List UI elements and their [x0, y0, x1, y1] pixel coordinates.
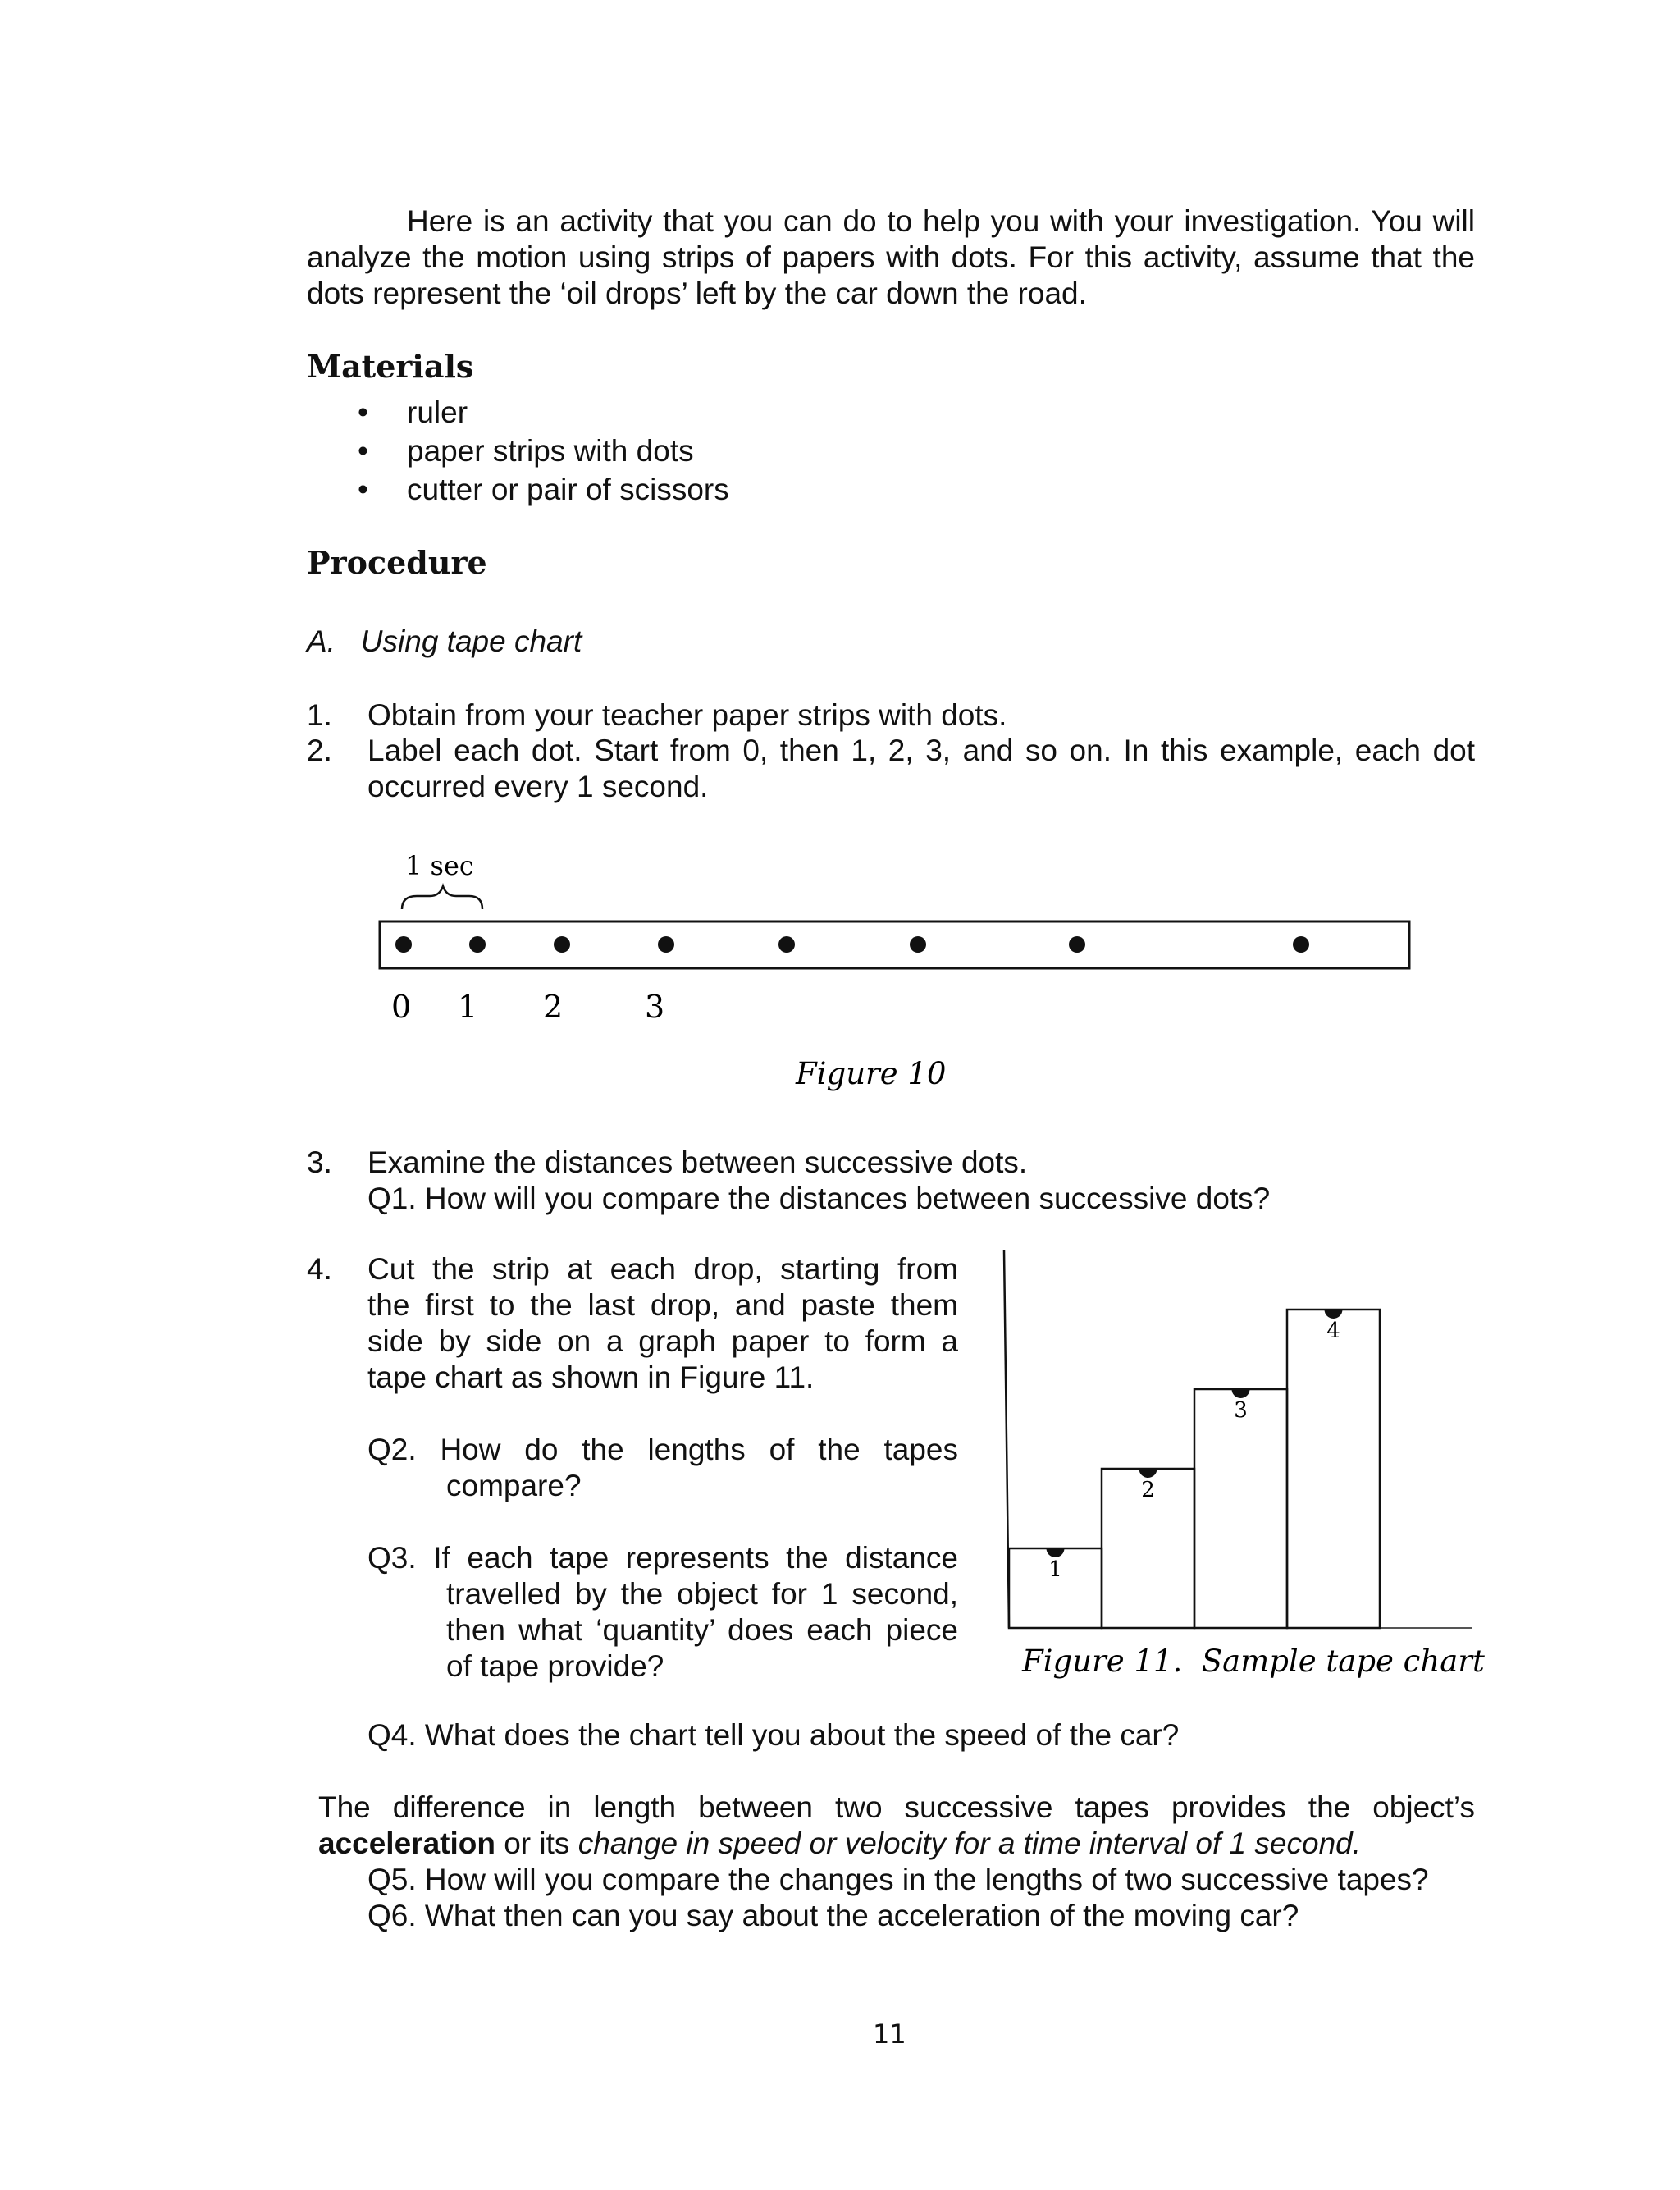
tape-label: 4	[1326, 1319, 1340, 1343]
conclusion-line-1: The difference in length between two successive tapes provides the object’s	[318, 1790, 1475, 1824]
step-text: Obtain from your teacher paper strips with dots.	[368, 698, 1007, 732]
step-number: 4.	[307, 1252, 332, 1286]
figure-11-tape-chart	[1001, 1247, 1493, 1690]
intro-line-2: analyze the motion using strips of papers with dots. For this activity, assume that the	[307, 240, 1475, 274]
strip-dot	[658, 936, 674, 953]
procedure-step-2	[307, 733, 1475, 805]
strip-dot	[778, 936, 795, 953]
step-number: 3.	[307, 1145, 332, 1179]
step-4-line-1: Cut the strip at each drop, starting from	[368, 1252, 958, 1286]
materials-item-ruler	[358, 394, 468, 432]
figure-10-label-0: 0	[391, 989, 412, 1025]
section-a-title: A. Using tape chart	[307, 624, 582, 658]
tape-label: 3	[1234, 1398, 1248, 1423]
conclusion-connector: or its	[495, 1827, 578, 1860]
tape-bar-3	[1194, 1389, 1287, 1628]
question-q3-line-4: of tape provide?	[446, 1649, 664, 1683]
bullet-icon: •	[358, 395, 368, 429]
tape-label: 2	[1141, 1478, 1155, 1502]
figure-10-label-3: 3	[645, 989, 665, 1025]
figure-10-diagram	[361, 845, 1427, 1108]
page-number: 11	[873, 2019, 906, 2050]
procedure-heading: Procedure	[307, 544, 487, 581]
bullet-icon: •	[358, 434, 368, 468]
step-4-line-2: the first to the last drop, and paste them	[368, 1288, 958, 1322]
strip-dot	[554, 936, 570, 953]
intro-line-3: dots represent the ‘oil drops’ left by the car down the road.	[307, 277, 1087, 310]
step-text-line-1: Label each dot. Start from 0, then 1, 2, 3, and so on. In this example, each dot	[368, 734, 1475, 767]
materials-item-paper-strips	[358, 432, 694, 470]
question-q2-line-2: compare?	[446, 1469, 582, 1502]
figure-11-caption: Figure 11. Sample tape chart	[1022, 1644, 1485, 1679]
tape-label: 1	[1048, 1557, 1062, 1582]
strip-dot	[1293, 936, 1309, 953]
procedure-step-4	[307, 1251, 958, 1685]
paper-strip	[380, 921, 1409, 968]
intro-line-1: Here is an activity that you can do to help you with your investigation. You will	[407, 204, 1475, 238]
strip-dot	[469, 936, 486, 953]
figure-10-label-1: 1	[458, 989, 478, 1025]
figure-10-caption: Figure 10	[796, 1056, 947, 1091]
procedure-step-3	[307, 1145, 1271, 1217]
conclusion-line-2	[318, 1826, 1475, 1862]
step-number: 1.	[307, 698, 332, 732]
step-number: 2.	[307, 734, 332, 767]
step-4-line-3: side by side on a graph paper to form a	[368, 1324, 958, 1358]
question-q2-line-1: Q2. How do the lengths of the tapes	[368, 1433, 958, 1466]
figure-10-label-2: 2	[543, 989, 564, 1025]
tape-bar-4	[1287, 1310, 1380, 1628]
oil-drop-mark	[1325, 1310, 1343, 1319]
step-4-line-4: tape chart as shown in Figure 11.	[368, 1360, 815, 1394]
oil-drop-mark	[1232, 1389, 1250, 1398]
bullet-icon: •	[358, 473, 368, 506]
strip-dots	[395, 936, 1309, 953]
question-q5: Q5. How will you compare the changes in the lengths of two successive tapes?	[368, 1863, 1429, 1896]
materials-heading: Materials	[307, 348, 474, 385]
materials-item-label: paper strips with dots	[407, 434, 694, 468]
acceleration-definition: change in speed or velocity for a time interval of 1 second.	[578, 1827, 1362, 1860]
oil-drop-mark	[1139, 1469, 1157, 1478]
curly-brace-icon	[402, 886, 482, 909]
question-q3-line-3: then what ‘quantity’ does each piece	[446, 1613, 958, 1647]
strip-dot	[910, 936, 926, 953]
question-q3-line-1: Q3. If each tape represents the distance	[368, 1541, 958, 1575]
strip-dot	[1069, 936, 1085, 953]
question-q3-line-2: travelled by the object for 1 second,	[446, 1577, 958, 1611]
question-q1: Q1. How will you compare the distances between successive dots?	[368, 1182, 1271, 1215]
oil-drop-mark	[1047, 1548, 1065, 1557]
question-q6: Q6. What then can you say about the acceleration of the moving car?	[368, 1899, 1299, 1932]
figure-10-brace-label: 1 sec	[405, 850, 474, 881]
term-acceleration: acceleration	[318, 1827, 495, 1860]
step-text-line-1: Examine the distances between successive dots.	[368, 1145, 1028, 1179]
materials-item-label: ruler	[407, 395, 468, 429]
materials-item-cutter	[358, 471, 729, 509]
strip-dot	[395, 936, 412, 953]
question-q4: Q4. What does the chart tell you about the speed of the car?	[368, 1718, 1180, 1752]
step-text-line-2: occurred every 1 second.	[368, 770, 709, 803]
procedure-step-1	[307, 697, 1007, 734]
tape-bars	[1009, 1310, 1380, 1628]
materials-item-label: cutter or pair of scissors	[407, 473, 729, 506]
